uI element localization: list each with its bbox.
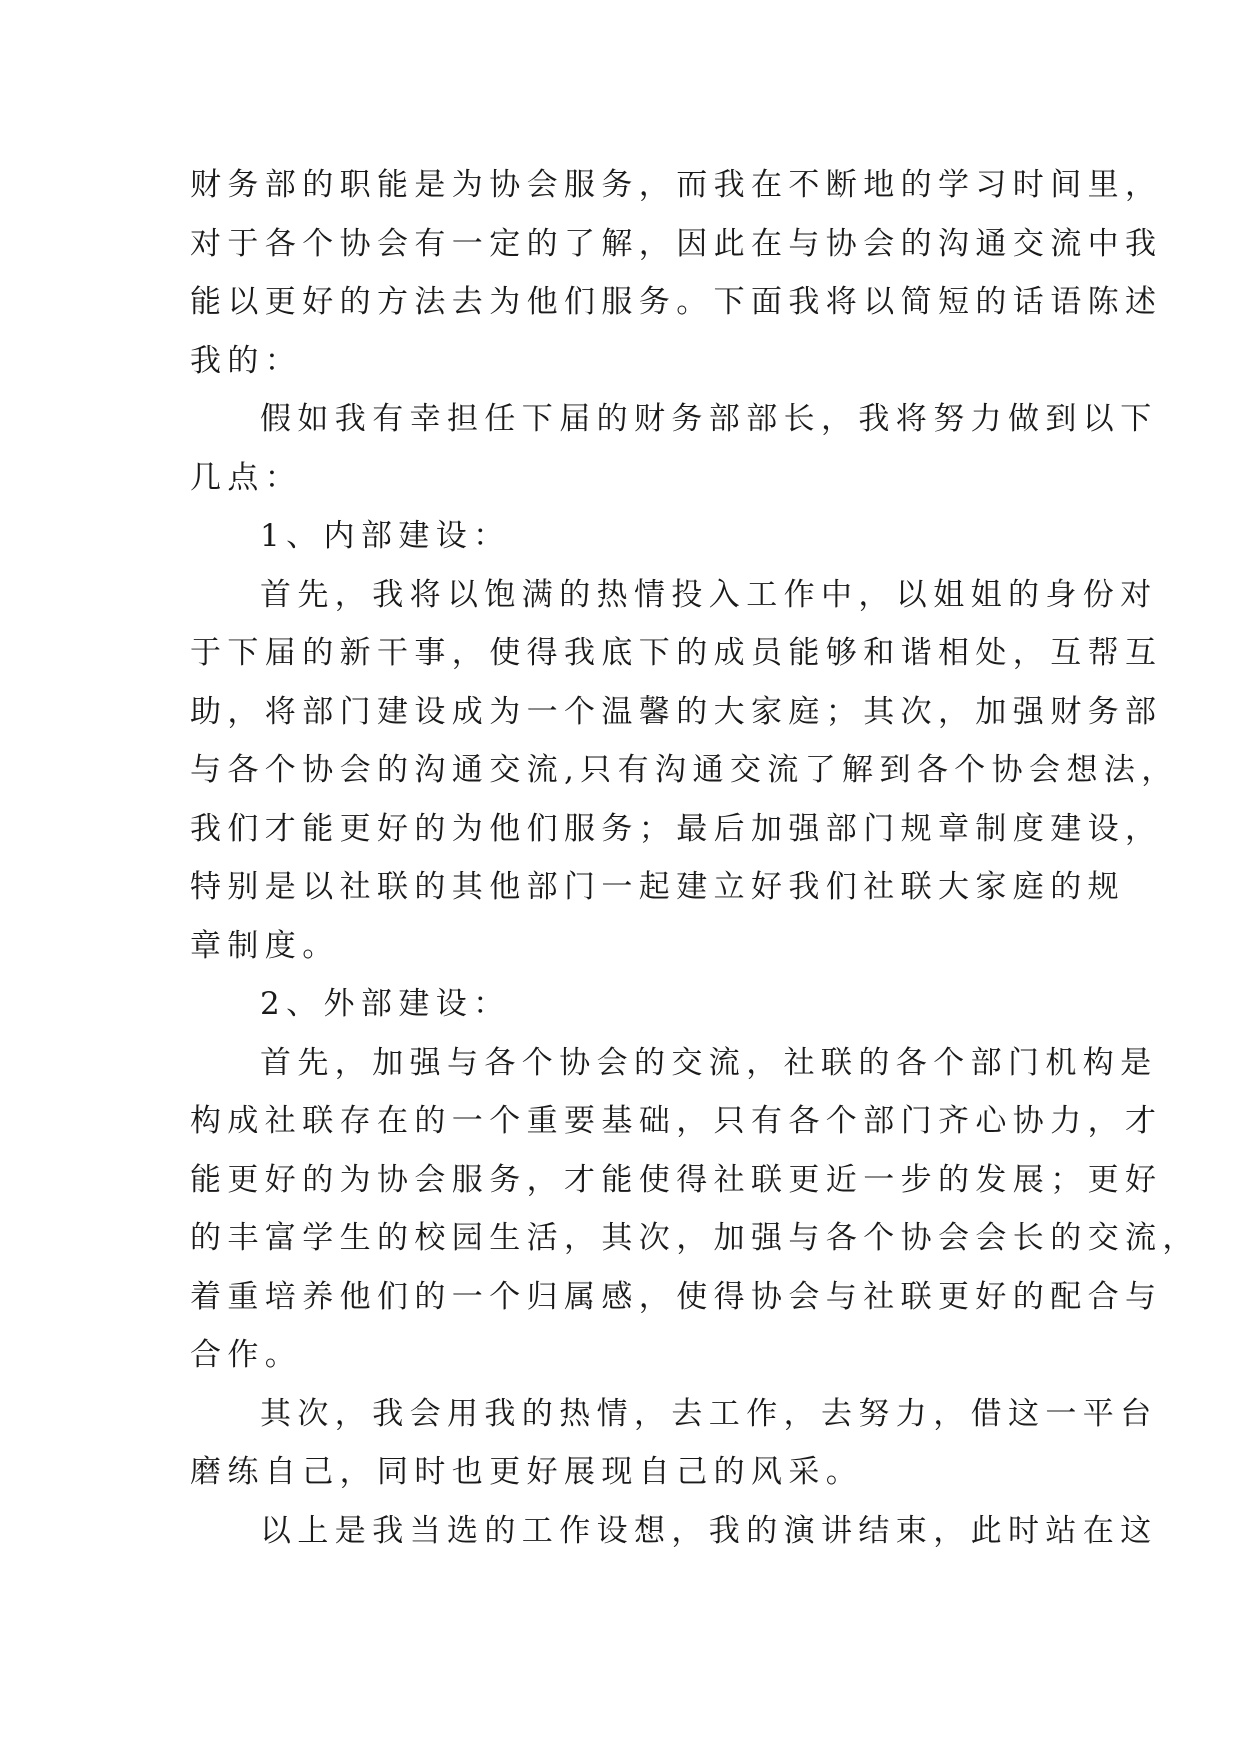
text-line: 首先，加强与各个协会的交流，社联的各个部门机构是 [260,1044,1158,1081]
text-line: 我的： [190,342,303,379]
document-body [190,156,1200,1560]
paragraph-passion [190,1385,1158,1502]
text-line: 构成社联存在的一个重要基础，只有各个部门齐心协力，才 [190,1103,1163,1139]
text-line: 首先，我将以饱满的热情投入工作中，以姐姐的身份对 [260,576,1158,613]
paragraph-internal [190,566,1179,976]
text-line: 着重培养他们的一个归属感，使得协会与社联更好的配合与 [190,1278,1163,1315]
text-line: 财务部的职能是为协会服务，而我在不断地的学习时间里， [190,167,1163,203]
text-line: 几点： [190,459,303,496]
text-line: 2、外部建设： [260,986,511,1022]
text-line: 假如我有幸担任下届的财务部部长，我将努力做到以下 [260,401,1158,437]
text-line: 助，将部门建设成为一个温馨的大家庭；其次，加强财务部 [190,693,1163,730]
section-heading-internal [190,507,1060,566]
section-heading-external [190,975,1060,1034]
paragraph-intro [190,156,1163,390]
text-line: 于下届的新干事，使得我底下的成员能够和谐相处，互帮互 [190,635,1163,671]
text-line: 以上是我当选的工作设想，我的演讲结束，此时站在这 [260,1512,1158,1549]
text-line: 合作。 [190,1337,303,1373]
paragraph-closing [190,1502,1158,1561]
text-line: 磨练自己，同时也更好展现自己的风采。 [190,1454,864,1490]
text-line: 其次，我会用我的热情，去工作，去努力，借这一平台 [260,1395,1158,1432]
text-line: 我们才能更好的为他们服务；最后加强部门规章制度建设， [190,810,1163,847]
text-line: 能更好的为协会服务，才能使得社联更近一步的发展；更好 [190,1161,1163,1198]
text-line: 能以更好的方法去为他们服务。下面我将以简短的话语陈述 [190,284,1163,320]
text-line: 与各个协会的沟通交流,只有沟通交流了解到各个协会想法， [190,752,1179,788]
text-line: 特别是以社联的其他部门一起建立好我们社联大家庭的规 [190,869,1125,905]
text-line: 1、内部建设： [260,518,511,554]
paragraph-commitment [190,390,1158,507]
text-line: 章制度。 [190,927,340,964]
text-line: 的丰富学生的校园生活，其次，加强与各个协会会长的交流， [190,1220,1200,1256]
paragraph-external [190,1034,1200,1385]
text-line: 对于各个协会有一定的了解，因此在与协会的沟通交流中我 [190,225,1163,262]
